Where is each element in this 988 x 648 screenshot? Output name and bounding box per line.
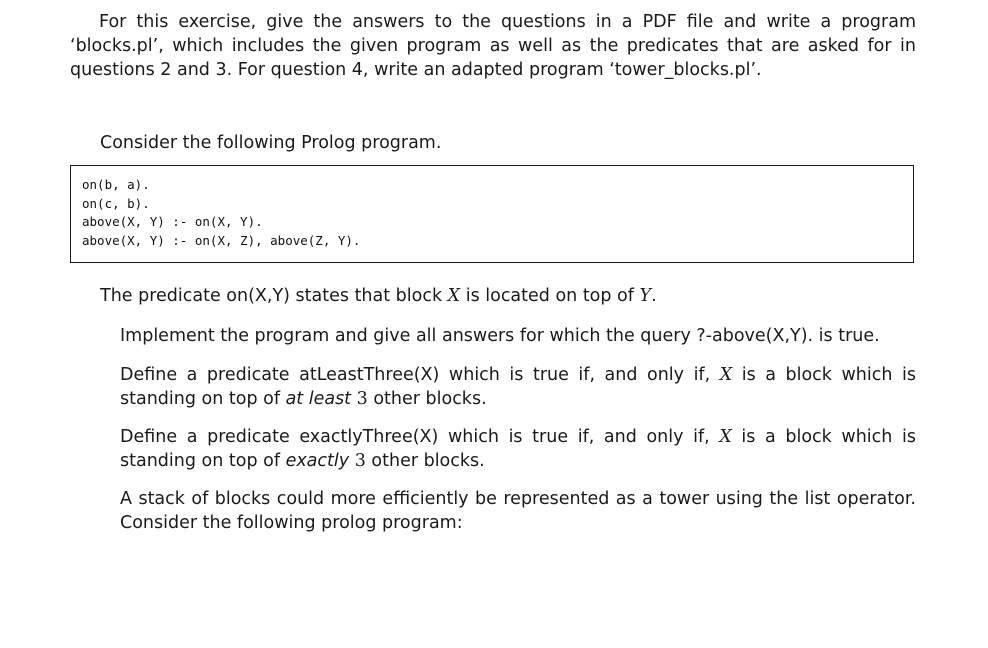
predicate-description-middle: is located on top of [460, 286, 640, 306]
predicate-description-suffix: . [651, 286, 657, 306]
consider-program-heading: Consider the following Prolog program. [100, 133, 442, 153]
math-var-x: X [719, 365, 733, 385]
question-2 [120, 363, 916, 411]
math-var-x: X [447, 286, 461, 306]
intro-paragraph: For this exercise, give the answers to the questions in a PDF file and write a program ‘blocks.pl’, which includes the given program as well as the predicates that are asked for in questions 2 and 3. For question 4, write an adapted program ‘tower_blocks.pl’. [70, 12, 916, 80]
predicate-description [100, 284, 657, 308]
code-block [70, 165, 914, 263]
question-1: Implement the program and give all answers for which the query ?-above(X,Y). is true. [120, 326, 880, 346]
emphasis-at-least: at least [285, 389, 352, 409]
question-2-prefix: Define a predicate atLeastThree(X) which is true if, and only if, [120, 365, 720, 385]
math-var-x: X [719, 427, 732, 447]
question-2-suffix: other blocks. [367, 389, 487, 409]
code-line-3: above(X, Y) :- on(X, Y). [82, 214, 263, 229]
question-3 [120, 425, 916, 473]
math-number-3: 3 [354, 451, 366, 471]
question-2-middle: is a block which is standing on top of [120, 365, 916, 409]
predicate-description-prefix: The predicate on(X,Y) states that block [100, 286, 448, 306]
math-var-y: Y [639, 286, 652, 306]
code-line-4: above(X, Y) :- on(X, Z), above(Z, Y). [82, 232, 361, 248]
question-4: A stack of blocks could more efficiently be represented as a tower using the list operator. Consider the following prolog program: [120, 489, 916, 533]
question-3-prefix: Define a predicate exactlyThree(X) which is true if, and only if, [120, 427, 720, 447]
emphasis-exactly: exactly [285, 451, 350, 471]
question-3-suffix: other blocks. [365, 451, 485, 471]
code-line-2: on(c, b). [82, 195, 150, 211]
math-number-3: 3 [356, 389, 368, 409]
question-3-middle: is a block which is standing on top of [120, 427, 916, 471]
code-line-1: on(b, a). [82, 177, 150, 192]
